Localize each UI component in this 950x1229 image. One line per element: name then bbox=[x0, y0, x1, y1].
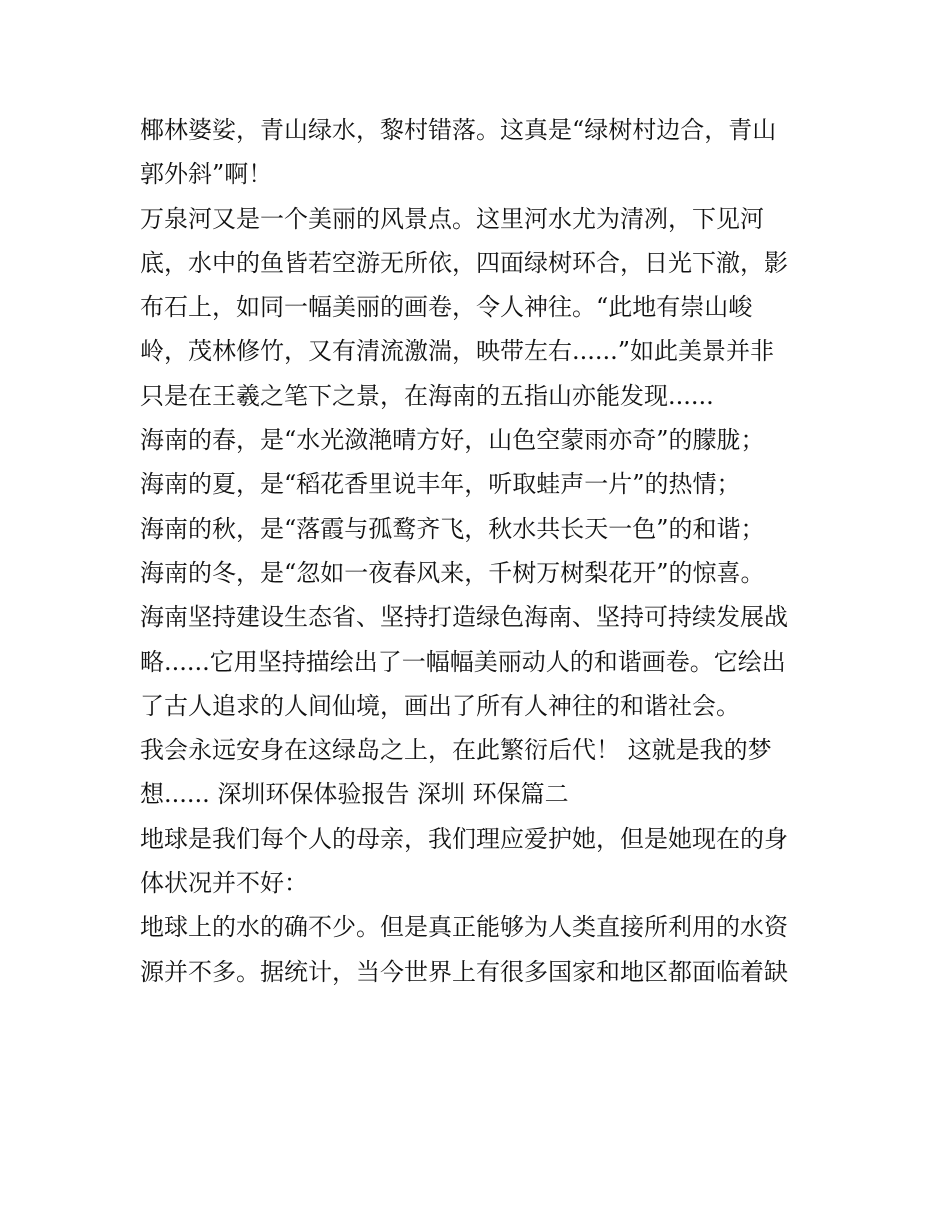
text-line: 海南坚持建设生态省、坚持打造绿色海南、坚持可持续发展战 bbox=[140, 603, 788, 632]
text-line: 椰林婆娑，青山绿水，黎村错落。这真是“绿树村边合，青山 bbox=[140, 116, 777, 144]
text-line: 略......它用坚持描绘出了一幅幅美丽动人的和谐画卷。它绘出 bbox=[140, 647, 786, 676]
text-line: 只是在王羲之笔下之景，在海南的五指山亦能发现...... bbox=[140, 381, 714, 410]
text-line: 地球是我们每个人的母亲，我们理应爱护她，但是她现在的身 bbox=[140, 824, 788, 853]
text-line: 想...... 深圳环保体验报告 深圳 环保篇二 bbox=[140, 780, 569, 809]
text-line: 岭，茂林修竹，又有清流激湍，映带左右......”如此美景并非 bbox=[140, 337, 775, 366]
text-line: 万泉河又是一个美丽的风景点。这里河水尤为清冽，下见河 bbox=[140, 204, 764, 233]
text-line: 海南的冬，是“忽如一夜春风来，千树万树梨花开”的惊喜。 bbox=[140, 558, 765, 587]
text-line: 海南的夏，是“稻花香里说丰年，听取蛙声一片”的热情； bbox=[140, 470, 741, 499]
text-line: 了古人追求的人间仙境，画出了所有人神往的和谐社会。 bbox=[140, 691, 740, 720]
text-line: 布石上，如同一幅美丽的画卷，令人神往。“此地有崇山峻 bbox=[140, 293, 753, 322]
text-line: 源并不多。据统计，当今世界上有很多国家和地区都面临着缺 bbox=[140, 957, 788, 986]
text-line: 体状况并不好： bbox=[140, 869, 308, 898]
text-line: 地球上的水的确不少。但是真正能够为人类直接所利用的水资 bbox=[140, 913, 788, 942]
body-text bbox=[140, 108, 820, 994]
text-line: 海南的秋，是“落霞与孤鹜齐飞，秋水共长天一色”的和谐； bbox=[140, 514, 765, 543]
text-line: 底，水中的鱼皆若空游无所依，四面绿树环合，日光下澈，影 bbox=[140, 248, 788, 277]
text-line: 郭外斜”啊！ bbox=[140, 160, 273, 189]
text-line: 海南的春，是“水光潋滟晴方好，山色空蒙雨亦奇”的朦胧； bbox=[140, 426, 765, 455]
text-line: 我会永远安身在这绿岛之上，在此繁衍后代！ 这就是我的梦 bbox=[140, 736, 772, 765]
